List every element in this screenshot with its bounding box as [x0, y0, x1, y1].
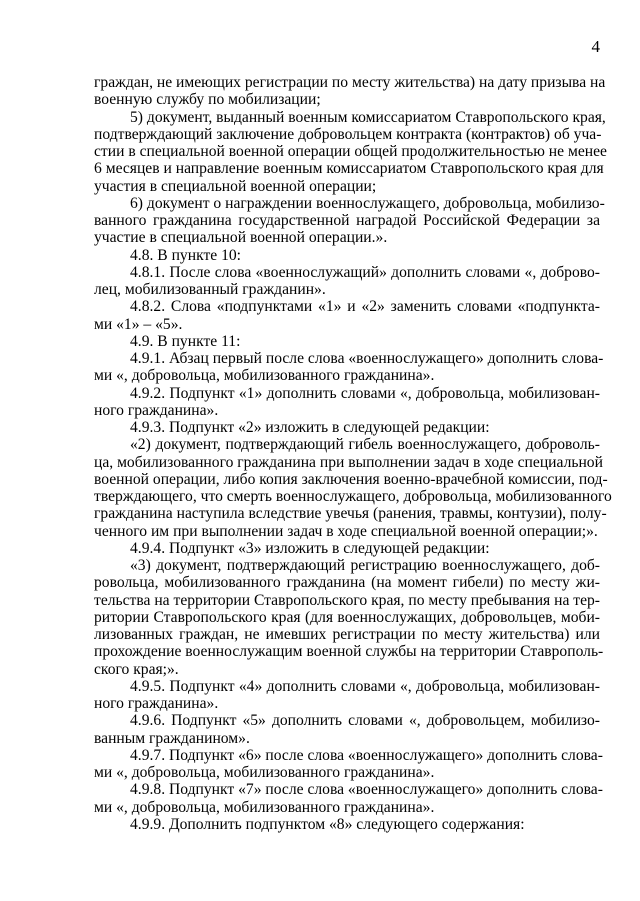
- text-line: 4.9.2. Подпункт «1» дополнить словами «, добровольца, мобилизован-: [130, 384, 600, 402]
- text-line: ритории Ставропольского края (для военнослужащих, добровольцев, моби-: [94, 608, 600, 626]
- text-line: подтверждающий заключение добровольцем контракта (контрактов) об уча-: [94, 125, 602, 143]
- text-line: 4.9.5. Подпункт «4» дополнить словами «, добровольца, мобилизован-: [130, 677, 600, 695]
- text-line: 4.8. В пункте 10:: [130, 246, 242, 264]
- text-line: ца, мобилизованного гражданина при выполнении задач в ходе специальной: [94, 453, 603, 471]
- text-line: военную службу по мобилизации;: [94, 91, 321, 109]
- text-line: 5) документ, выданный военным комиссариатом Ставропольского края,: [130, 108, 606, 126]
- text-line: «2) документ, подтверждающий гибель военнослужащего, доброволь-: [130, 436, 600, 454]
- text-line: 4.9.7. Подпункт «6» после слова «военнослужащего» дополнить слова-: [130, 746, 603, 764]
- text-line: тельства на территории Ставропольского края, по месту пребывания на тер-: [94, 591, 600, 609]
- text-line: тверждающего, что смерть военнослужащего, добровольца, мобилизованного: [94, 488, 612, 505]
- text-line: ченного им при выполнении задач в ходе специальной военной операции;».: [94, 522, 598, 540]
- text-line: 4.9.9. Дополнить подпунктом «8» следующего содержания:: [130, 815, 525, 833]
- text-line: ного гражданина».: [94, 401, 219, 419]
- text-line: ровольца, мобилизованного гражданина (на момент гибели) по месту жи-: [94, 574, 600, 592]
- text-line: «3) документ, подтверждающий регистрацию военнослужащего, доб-: [130, 557, 600, 574]
- text-line: 4.8.1. После слова «военнослужащий» дополнить словами «, доброво-: [130, 263, 600, 281]
- page-number: 4: [591, 37, 600, 56]
- text-line: лец, мобилизованный гражданин».: [94, 281, 326, 298]
- text-line: военной операции, либо копия заключения военно-врачебной комиссии, под-: [94, 470, 608, 488]
- text-line: 6) документ о награждении военнослужащего, добровольца, мобилизо-: [130, 194, 605, 212]
- text-line: 4.9.1. Абзац первый после слова «военнослужащего» дополнить слова-: [130, 350, 604, 367]
- text-line: 6 месяцев и направление военным комиссариатом Ставропольского края для: [94, 160, 604, 178]
- text-line: ванным гражданином».: [94, 729, 250, 747]
- text-line: лизованных граждан, не имевших регистрации по месту жительства) или: [94, 626, 600, 643]
- text-line: ми «1» – «5».: [94, 315, 183, 333]
- text-line: 4.9.4. Подпункт «3» изложить в следующей редакции:: [130, 539, 490, 557]
- text-line: стии в специальной военной операции общей продолжительностью не менее: [94, 143, 607, 160]
- text-line: ского края;».: [94, 660, 179, 678]
- text-line: 4.9.8. Подпункт «7» после слова «военнослужащего» дополнить слова-: [130, 781, 603, 799]
- text-line: граждан, не имеющих регистрации по месту жительства) на дату призыва на: [94, 74, 606, 91]
- text-line: участия в специальной военной операции;: [94, 177, 377, 195]
- text-line: ми «, добровольца, мобилизованного гражданина».: [94, 798, 435, 816]
- text-line: гражданина наступила вследствие увечья (ранения, травмы, контузии), полу-: [94, 505, 607, 523]
- text-line: ми «, добровольца, мобилизованного гражданина».: [94, 367, 435, 385]
- text-line: ми «, добровольца, мобилизованного гражданина».: [94, 764, 435, 781]
- text-line: ванного гражданина государственной наградой Российской Федерации за: [94, 212, 600, 229]
- text-line: 4.9. В пункте 11:: [130, 332, 241, 350]
- text-line: участие в специальной военной операции.».: [94, 229, 388, 247]
- text-line: 4.9.3. Подпункт «2» изложить в следующей редакции:: [130, 419, 490, 436]
- document-body: [94, 74, 612, 833]
- text-line: прохождение военнослужащим военной службы на территории Ставрополь-: [94, 643, 604, 661]
- text-line: 4.8.2. Слова «подпунктами «1» и «2» заменить словами «подпункта-: [130, 298, 600, 316]
- text-line: ного гражданина».: [94, 695, 219, 712]
- text-line: 4.9.6. Подпункт «5» дополнить словами «, добровольцем, мобилизо-: [130, 712, 600, 730]
